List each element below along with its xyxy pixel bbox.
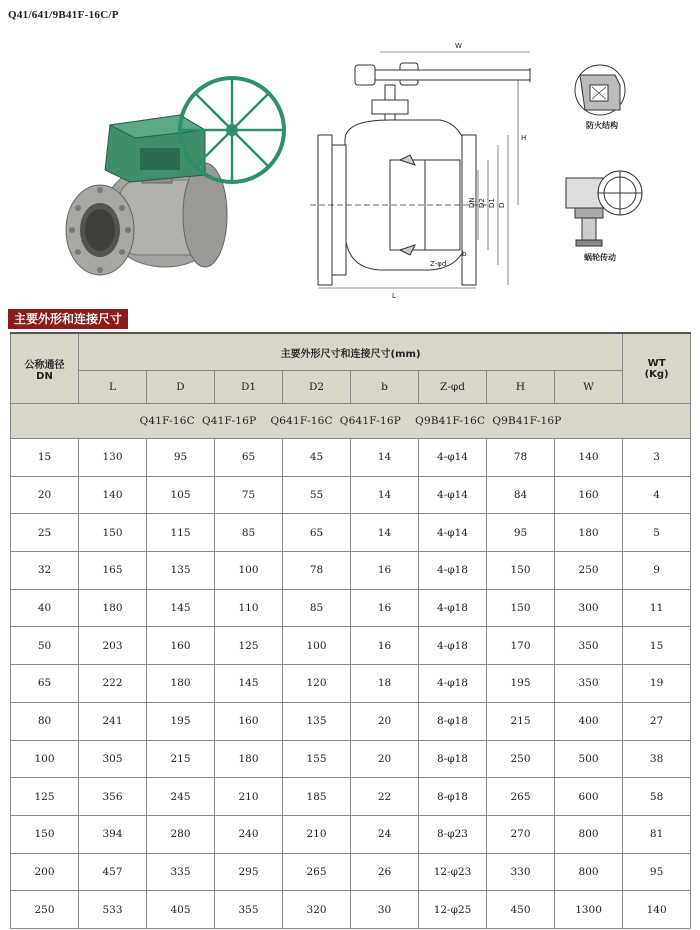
table-cell: 356 xyxy=(79,778,147,816)
table-cell: 16 xyxy=(351,552,419,590)
col-header-h: H xyxy=(487,371,555,404)
table-cell: 22 xyxy=(351,778,419,816)
table-cell: 350 xyxy=(555,627,623,665)
dim-label-w: W xyxy=(455,42,462,50)
dim-label-d1: D1 xyxy=(488,198,496,208)
table-cell: 32 xyxy=(11,552,79,590)
table-cell: 135 xyxy=(147,552,215,590)
table-cell: 85 xyxy=(283,589,351,627)
table-cell: 95 xyxy=(147,439,215,477)
col-header-d2: D2 xyxy=(283,371,351,404)
table-cell: 12-φ25 xyxy=(419,891,487,929)
table-row xyxy=(11,476,691,514)
table-cell: 14 xyxy=(351,439,419,477)
table-cell: 75 xyxy=(215,476,283,514)
table-cell: 210 xyxy=(283,815,351,853)
table-cell: 14 xyxy=(351,476,419,514)
dims-header: 主要外形尺寸和连接尺寸(mm) xyxy=(79,333,623,371)
table-cell: 16 xyxy=(351,627,419,665)
table-cell: 330 xyxy=(487,853,555,891)
table-cell: 800 xyxy=(555,815,623,853)
table-cell: 45 xyxy=(283,439,351,477)
wt-header: WT (Kg) xyxy=(623,333,691,404)
table-cell: 80 xyxy=(11,702,79,740)
table-cell: 355 xyxy=(215,891,283,929)
table-cell: 135 xyxy=(283,702,351,740)
table-cell: 78 xyxy=(487,439,555,477)
col-header-zd: Z-φd xyxy=(419,371,487,404)
table-cell: 100 xyxy=(215,552,283,590)
table-cell: 265 xyxy=(487,778,555,816)
table-cell: 8-φ23 xyxy=(419,815,487,853)
table-cell: 8-φ18 xyxy=(419,702,487,740)
table-row xyxy=(11,514,691,552)
table-cell: 350 xyxy=(555,665,623,703)
table-cell: 160 xyxy=(147,627,215,665)
table-cell: 250 xyxy=(487,740,555,778)
table-cell: 300 xyxy=(555,589,623,627)
table-cell: 27 xyxy=(623,702,691,740)
table-cell: 450 xyxy=(487,891,555,929)
table-cell: 25 xyxy=(11,514,79,552)
table-cell: 20 xyxy=(351,702,419,740)
table-row xyxy=(11,815,691,853)
table-cell: 8-φ18 xyxy=(419,778,487,816)
table-cell: 1300 xyxy=(555,891,623,929)
table-cell: 457 xyxy=(79,853,147,891)
worm-gear-caption: 蜗轮传动 xyxy=(584,253,616,262)
table-cell: 280 xyxy=(147,815,215,853)
table-cell: 150 xyxy=(487,552,555,590)
table-cell: 170 xyxy=(487,627,555,665)
table-cell: 12-φ23 xyxy=(419,853,487,891)
table-cell: 155 xyxy=(283,740,351,778)
table-cell: 65 xyxy=(11,665,79,703)
table-cell: 210 xyxy=(215,778,283,816)
col-header-d1: D1 xyxy=(215,371,283,404)
table-cell: 40 xyxy=(11,589,79,627)
table-cell: 65 xyxy=(215,439,283,477)
dim-label-zd: Z-φd xyxy=(430,260,447,268)
table-cell: 120 xyxy=(283,665,351,703)
table-cell: 265 xyxy=(283,853,351,891)
table-cell: 4 xyxy=(623,476,691,514)
fireproof-caption: 防火结构 xyxy=(586,121,618,130)
table-body xyxy=(11,439,691,929)
table-cell: 200 xyxy=(11,853,79,891)
table-cell: 150 xyxy=(11,815,79,853)
table-cell: 215 xyxy=(147,740,215,778)
table-cell: 78 xyxy=(283,552,351,590)
table-cell: 38 xyxy=(623,740,691,778)
table-cell: 30 xyxy=(351,891,419,929)
table-cell: 165 xyxy=(79,552,147,590)
table-cell: 55 xyxy=(283,476,351,514)
table-cell: 58 xyxy=(623,778,691,816)
dim-label-b: b xyxy=(462,250,467,258)
table-cell: 110 xyxy=(215,589,283,627)
dim-label-h: H xyxy=(521,134,527,142)
table-cell: 81 xyxy=(623,815,691,853)
table-cell: 240 xyxy=(215,815,283,853)
table-cell: 270 xyxy=(487,815,555,853)
table-cell: 195 xyxy=(487,665,555,703)
table-row xyxy=(11,627,691,665)
table-cell: 160 xyxy=(555,476,623,514)
table-row xyxy=(11,702,691,740)
dimensions-table xyxy=(10,332,691,929)
section-title: 主要外形和连接尺寸 xyxy=(8,309,128,329)
table-cell: 9 xyxy=(623,552,691,590)
table-cell: 320 xyxy=(283,891,351,929)
table-cell: 18 xyxy=(351,665,419,703)
table-cell: 125 xyxy=(11,778,79,816)
table-cell: 20 xyxy=(351,740,419,778)
col-header-b: b xyxy=(351,371,419,404)
table-cell: 19 xyxy=(623,665,691,703)
table-cell: 500 xyxy=(555,740,623,778)
geared-ball-valve-photo xyxy=(66,78,284,275)
table-cell: 125 xyxy=(215,627,283,665)
table-cell: 4-φ14 xyxy=(419,439,487,477)
table-cell: 140 xyxy=(623,891,691,929)
col-header-w: W xyxy=(555,371,623,404)
table-cell: 84 xyxy=(487,476,555,514)
table-cell: 405 xyxy=(147,891,215,929)
table-cell: 26 xyxy=(351,853,419,891)
table-row xyxy=(11,589,691,627)
table-cell: 195 xyxy=(147,702,215,740)
table-cell: 95 xyxy=(623,853,691,891)
valve-section-drawing xyxy=(310,52,530,288)
model-list: Q41F-16C Q41F-16P Q641F-16C Q641F-16P Q9B41F-16C Q9B41F-16P xyxy=(11,404,691,439)
table-cell: 24 xyxy=(351,815,419,853)
table-row xyxy=(11,740,691,778)
table-cell: 16 xyxy=(351,589,419,627)
table-cell: 145 xyxy=(215,665,283,703)
table-cell: 8-φ18 xyxy=(419,740,487,778)
table-cell: 600 xyxy=(555,778,623,816)
dim-label-d: D xyxy=(498,202,506,208)
table-cell: 241 xyxy=(79,702,147,740)
table-cell: 14 xyxy=(351,514,419,552)
table-cell: 305 xyxy=(79,740,147,778)
table-cell: 140 xyxy=(555,439,623,477)
table-cell: 150 xyxy=(79,514,147,552)
table-cell: 295 xyxy=(215,853,283,891)
table-cell: 150 xyxy=(487,589,555,627)
table-cell: 4-φ18 xyxy=(419,665,487,703)
table-cell: 130 xyxy=(79,439,147,477)
table-cell: 4-φ18 xyxy=(419,589,487,627)
table-row xyxy=(11,891,691,929)
table-cell: 245 xyxy=(147,778,215,816)
table-cell: 215 xyxy=(487,702,555,740)
table-row xyxy=(11,778,691,816)
table-cell: 4-φ18 xyxy=(419,627,487,665)
table-cell: 145 xyxy=(147,589,215,627)
table-cell: 15 xyxy=(11,439,79,477)
table-cell: 222 xyxy=(79,665,147,703)
table-cell: 4-φ14 xyxy=(419,476,487,514)
table-cell: 85 xyxy=(215,514,283,552)
col-header-l: L xyxy=(79,371,147,404)
table-row xyxy=(11,439,691,477)
table-row xyxy=(11,665,691,703)
table-cell: 160 xyxy=(215,702,283,740)
table-cell: 20 xyxy=(11,476,79,514)
table-cell: 3 xyxy=(623,439,691,477)
dn-header: 公称通径 DN xyxy=(11,333,79,404)
fireproof-structure-detail xyxy=(575,65,625,115)
dim-label-d2: D2 xyxy=(478,198,486,208)
table-cell: 180 xyxy=(215,740,283,778)
table-cell: 203 xyxy=(79,627,147,665)
table-cell: 105 xyxy=(147,476,215,514)
table-cell: 115 xyxy=(147,514,215,552)
table-row xyxy=(11,552,691,590)
table-cell: 50 xyxy=(11,627,79,665)
table-cell: 140 xyxy=(79,476,147,514)
table-cell: 400 xyxy=(555,702,623,740)
table-cell: 4-φ18 xyxy=(419,552,487,590)
figures-area xyxy=(0,30,700,300)
table-cell: 180 xyxy=(147,665,215,703)
table-cell: 65 xyxy=(283,514,351,552)
dim-label-l: L xyxy=(392,292,396,300)
table-cell: 800 xyxy=(555,853,623,891)
table-cell: 15 xyxy=(623,627,691,665)
table-cell: 250 xyxy=(555,552,623,590)
table-cell: 180 xyxy=(79,589,147,627)
table-cell: 180 xyxy=(555,514,623,552)
table-cell: 100 xyxy=(283,627,351,665)
table-cell: 5 xyxy=(623,514,691,552)
col-header-d: D xyxy=(147,371,215,404)
table-cell: 185 xyxy=(283,778,351,816)
dim-label-dn: DN xyxy=(468,197,476,208)
document-title: Q41/641/9B41F-16C/P xyxy=(8,9,119,21)
table-cell: 95 xyxy=(487,514,555,552)
table-cell: 533 xyxy=(79,891,147,929)
table-cell: 335 xyxy=(147,853,215,891)
worm-gear-drive-detail xyxy=(566,171,642,246)
table-cell: 11 xyxy=(623,589,691,627)
table-row xyxy=(11,853,691,891)
table-cell: 394 xyxy=(79,815,147,853)
table-cell: 100 xyxy=(11,740,79,778)
table-cell: 4-φ14 xyxy=(419,514,487,552)
table-cell: 250 xyxy=(11,891,79,929)
